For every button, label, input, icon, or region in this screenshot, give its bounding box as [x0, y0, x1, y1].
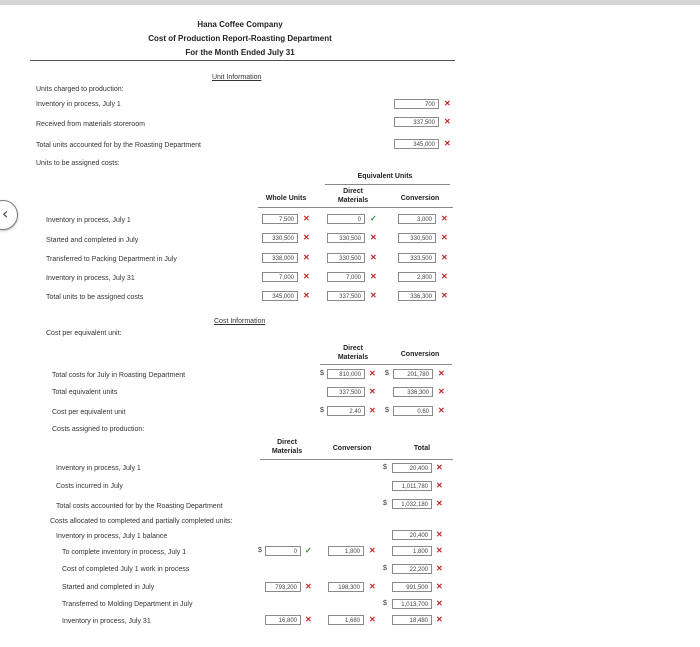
total-input[interactable]: 1,032,180 [392, 499, 432, 509]
incorrect-icon: ✕ [370, 253, 377, 262]
incorrect-icon: ✕ [436, 499, 443, 508]
incorrect-icon: ✕ [369, 582, 376, 591]
incorrect-icon: ✕ [370, 291, 377, 300]
equiv-row-label: Total units to be assigned costs [46, 294, 144, 301]
units-charged-heading: Units charged to production: [36, 86, 124, 93]
cost-row-label: Total costs accounted for by the Roasting Department [56, 503, 223, 510]
dollar-sign: $ [383, 464, 387, 471]
total-header: Total [413, 445, 431, 452]
total-input[interactable]: 991,500 [392, 582, 432, 592]
incorrect-icon: ✕ [303, 291, 310, 300]
conv-assigned-input[interactable]: 1,800 [328, 546, 364, 556]
dm-assigned-input[interactable]: 793,200 [265, 582, 301, 592]
cost-header-rule [320, 364, 452, 365]
whole-units-input[interactable]: 330,500 [262, 233, 298, 243]
incorrect-icon: ✕ [303, 272, 310, 281]
cost-row-label: Inventory in process, July 31 [62, 618, 151, 625]
conv-assigned-input[interactable]: 1,680 [328, 615, 364, 625]
total-input[interactable]: 20,400 [392, 463, 432, 473]
dm-cost-input[interactable]: 2.40 [327, 406, 365, 416]
cost-per-eu-label: Total equivalent units [52, 389, 118, 396]
chevron-left-icon: ‹ [2, 204, 9, 223]
whole-units-input[interactable]: 7,500 [262, 214, 298, 224]
incorrect-icon: ✕ [436, 481, 443, 490]
incorrect-icon: ✕ [441, 214, 448, 223]
incorrect-icon: ✕ [436, 546, 443, 555]
cost-row-label: Inventory in process, July 1 balance [56, 533, 168, 540]
cost-information-link: Cost Information [214, 318, 266, 325]
cost-row-label: Transferred to Molding Department in July [62, 601, 193, 608]
dollar-sign: $ [383, 565, 387, 572]
incorrect-icon: ✕ [369, 387, 376, 396]
incorrect-icon: ✕ [436, 615, 443, 624]
equiv-row-label: Transferred to Packing Department in July [46, 256, 177, 263]
units-assigned-heading: Units to be assigned costs: [36, 160, 120, 167]
whole-units-header: Whole Units [265, 195, 307, 202]
incorrect-icon: ✕ [303, 253, 310, 262]
dm-cost-input[interactable]: 810,000 [327, 369, 365, 379]
units-charged-input[interactable]: 345,000 [394, 139, 439, 149]
incorrect-icon: ✕ [441, 253, 448, 262]
conv-cost-input[interactable]: 201,780 [393, 369, 433, 379]
report-title: Cost of Production Report-Roasting Department [148, 34, 332, 43]
direct-materials-input[interactable]: 337,500 [327, 291, 365, 301]
direct-materials-input[interactable]: 0 [327, 214, 365, 224]
dollar-sign: $ [383, 500, 387, 507]
direct-materials-input[interactable]: 330,500 [327, 253, 365, 263]
incorrect-icon: ✕ [305, 615, 312, 624]
direct-materials-input[interactable]: 7,000 [327, 272, 365, 282]
cost-row-label: Costs incurred in July [56, 483, 123, 490]
incorrect-icon: ✕ [305, 582, 312, 591]
conversion-input[interactable]: 3,000 [398, 214, 436, 224]
incorrect-icon: ✕ [369, 369, 376, 378]
units-charged-label: Inventory in process, July 1 [36, 101, 121, 108]
equiv-row-label: Started and completed in July [46, 237, 139, 244]
incorrect-icon: ✕ [441, 291, 448, 300]
dollar-sign: $ [383, 600, 387, 607]
equivalent-header-rule [258, 207, 453, 208]
conversion-input[interactable]: 333,500 [398, 253, 436, 263]
incorrect-icon: ✕ [436, 582, 443, 591]
direct-materials-header: Direct Materials [337, 188, 369, 204]
total-input[interactable]: 22,200 [392, 564, 432, 574]
incorrect-icon: ✕ [438, 406, 445, 415]
correct-icon: ✓ [305, 546, 312, 555]
equiv-row-label: Inventory in process, July 31 [46, 275, 135, 282]
dm-cost-input[interactable]: 337,500 [327, 387, 365, 397]
incorrect-icon: ✕ [438, 369, 445, 378]
incorrect-icon: ✕ [436, 564, 443, 573]
incorrect-icon: ✕ [303, 214, 310, 223]
cost-row-label: Costs allocated to completed and partially completed units: [50, 518, 233, 525]
units-charged-label: Total units accounted for by the Roasting Department [36, 142, 201, 149]
incorrect-icon: ✕ [444, 117, 451, 126]
incorrect-icon: ✕ [370, 233, 377, 242]
dollar-sign: $ [385, 370, 389, 377]
unit-information-link: Unit Information [212, 74, 262, 81]
total-input[interactable]: 1,013,700 [392, 599, 432, 609]
incorrect-icon: ✕ [369, 546, 376, 555]
conv-cost-input[interactable]: 0.60 [393, 406, 433, 416]
cost-row-label: Inventory in process, July 1 [56, 465, 141, 472]
costs-header-rule [260, 459, 453, 460]
incorrect-icon: ✕ [438, 387, 445, 396]
equiv-row-label: Inventory in process, July 1 [46, 217, 131, 224]
whole-units-input[interactable]: 338,000 [262, 253, 298, 263]
incorrect-icon: ✕ [369, 406, 376, 415]
cost-per-eu-heading: Cost per equivalent unit: [46, 330, 122, 337]
equivalent-units-header: Equivalent Units [357, 173, 413, 180]
conv-cost-input[interactable]: 336,300 [393, 387, 433, 397]
incorrect-icon: ✕ [369, 615, 376, 624]
direct-materials-header-2: Direct Materials [337, 345, 369, 361]
dollar-sign: $ [320, 407, 324, 414]
conversion-header: Conversion [400, 195, 440, 202]
cost-row-label: Cost of completed July 1 work in process [62, 566, 190, 573]
incorrect-icon: ✕ [436, 463, 443, 472]
costs-assigned-heading: Costs assigned to production: [52, 426, 145, 433]
title-rule [30, 60, 455, 61]
incorrect-icon: ✕ [303, 233, 310, 242]
report-period: For the Month Ended July 31 [185, 48, 295, 57]
incorrect-icon: ✕ [436, 599, 443, 608]
direct-materials-header-3: Direct Materials [271, 439, 303, 455]
incorrect-icon: ✕ [441, 272, 448, 281]
direct-materials-input[interactable]: 330,500 [327, 233, 365, 243]
units-charged-input[interactable]: 700 [394, 99, 439, 109]
cost-row-label: Started and completed in July [62, 584, 155, 591]
company-name: Hana Coffee Company [197, 20, 283, 29]
cost-per-eu-label: Cost per equivalent unit [52, 409, 126, 416]
conversion-header-2: Conversion [400, 351, 440, 358]
incorrect-icon: ✕ [444, 139, 451, 148]
dollar-sign: $ [258, 547, 262, 554]
conv-assigned-input[interactable]: 198,300 [328, 582, 364, 592]
conversion-input[interactable]: 330,500 [398, 233, 436, 243]
equivalent-units-rule [325, 184, 450, 185]
incorrect-icon: ✕ [441, 233, 448, 242]
total-input[interactable]: 20,400 [392, 530, 432, 540]
incorrect-icon: ✕ [436, 530, 443, 539]
dm-assigned-input[interactable]: 16,800 [265, 615, 301, 625]
correct-icon: ✓ [370, 214, 377, 223]
units-charged-label: Received from materials storeroom [36, 121, 145, 128]
conversion-input[interactable]: 2,800 [398, 272, 436, 282]
whole-units-input[interactable]: 7,000 [262, 272, 298, 282]
total-input[interactable]: 1,011,780 [392, 481, 432, 491]
whole-units-input[interactable]: 345,000 [262, 291, 298, 301]
conversion-header-3: Conversion [332, 445, 372, 452]
incorrect-icon: ✕ [444, 99, 451, 108]
total-input[interactable]: 1,800 [392, 546, 432, 556]
dm-assigned-input[interactable]: 0 [265, 546, 301, 556]
conversion-input[interactable]: 336,300 [398, 291, 436, 301]
incorrect-icon: ✕ [370, 272, 377, 281]
cost-per-eu-label: Total costs for July in Roasting Department [52, 372, 186, 379]
units-charged-input[interactable]: 337,500 [394, 117, 439, 127]
dollar-sign: $ [385, 407, 389, 414]
cost-row-label: To complete inventory in process, July 1 [62, 549, 187, 556]
previous-button[interactable] [0, 200, 18, 230]
total-input[interactable]: 18,480 [392, 615, 432, 625]
dollar-sign: $ [320, 370, 324, 377]
browser-top-bar [0, 0, 700, 5]
